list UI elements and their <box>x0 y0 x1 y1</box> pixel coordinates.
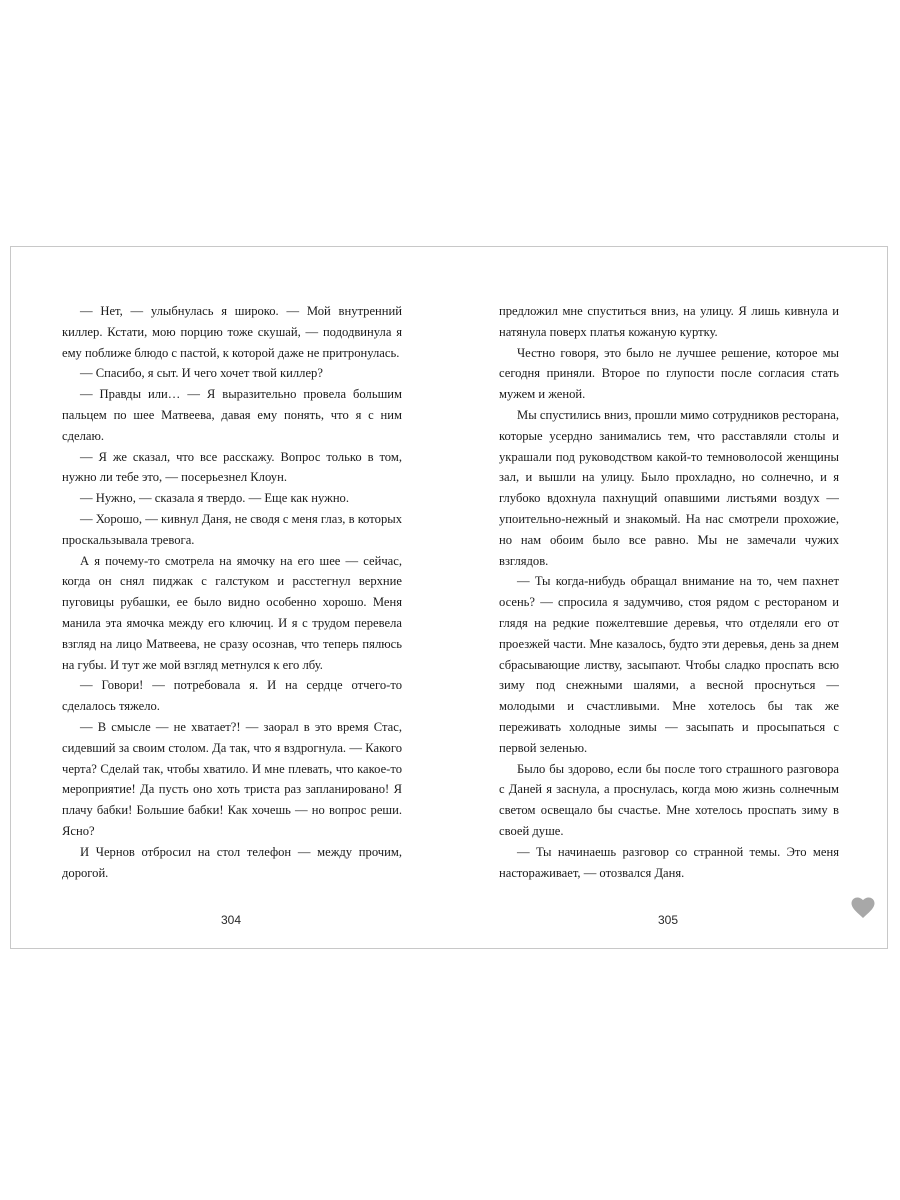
paragraph <box>499 883 839 885</box>
paragraph: Мы спустились вниз, прошли мимо сотрудников ресторана, которые усердно занимались тем, что расставляли столы и украшали под руководством какой-то темноволосой женщины зал, и вышли на улицу. Было прохладно, но солнечно, и я глубоко вдохнула пахнущий опавшими листьями воздух — упоительно-нежный и знакомый. На нас смотрели прохожие, но нам обоим было все равно. Мы не замечали чужих взглядов. <box>499 407 839 568</box>
paragraph: Было бы здорово, если бы после того страшного разговора с Даней я заснула, а проснулась, когда мою жизнь солнечным светом освещало бы счастье. Мне хотелось проспать зиму в своей душе. <box>499 761 839 838</box>
paragraph: — Говори! — потребовала я. И на сердце отчего-то сделалось тяжело. <box>62 678 402 714</box>
page-number-left: 304 <box>221 913 242 927</box>
paragraph: — Правды или… — Я выразительно провела большим пальцем по шее Матвеева, давая ему понять, что я с ним сделаю. <box>62 387 402 443</box>
paragraph: — Спасибо, я сыт. И чего хочет твой киллер? <box>80 366 323 381</box>
paragraph: — Ты когда-нибудь обращал внимание на то, чем пахнет осень? — спросила я задумчиво, стоя рядом с рестораном и глядя на редкие пожелтевшие деревья, что отделяли его от проезжей части. Мне казалось, будто эти деревья, день за днем сбрасывающие листву, засыпают. Чтобы сладко проспать всю зиму под снежными шалями, а весной проснуться — молодыми и счастливыми. Мне хотелось бы так же переживать холодные зимы — засыпать и просыпаться с первой зеленью. <box>499 574 839 755</box>
paragraph: — Хорошо, — кивнул Даня, не сводя с меня глаз, в которых проскальзывала тревога. <box>62 511 402 547</box>
paragraph: Честно говоря, это было не лучшее решение, которое мы сегодня приняли. Второе по глупости после согласия стать мужем и женой. <box>499 345 839 402</box>
paragraph <box>62 883 402 885</box>
paragraph: И Чернов отбросил на стол телефон — между прочим, дорогой. <box>62 844 402 880</box>
heart-icon[interactable] <box>851 897 875 919</box>
paragraph: — Ты начинаешь разговор со странной темы. Это меня настораживает, — отозвался Даня. <box>499 844 839 880</box>
paragraph: — Я же сказал, что все расскажу. Вопрос только в том, нужно ли тебе это, — посерьезнел Клоун. <box>62 449 402 485</box>
heart-shape <box>852 898 875 919</box>
page-number-right: 305 <box>658 913 679 927</box>
right-page <box>499 301 839 885</box>
paragraph: А я почему-то смотрела на ямочку на его шее — сейчас, когда он снял пиджак с галстуком и расстегнул верхние пуговицы рубашки, ее было видно особенно хорошо. Меня манила эта ямочка между его ключиц. И я с трудом перевела взгляд на лицо Матвеева, не сразу осознав, что теперь пялюсь на губы. И тут же мой взгляд метнулся к его лбу. <box>62 553 402 672</box>
paragraph: — Нужно, — сказала я твердо. — Еще как нужно. <box>80 491 350 506</box>
left-page <box>62 301 402 885</box>
paragraph: — Нет, — улыбнулась я широко. — Мой внутренний киллер. Кстати, мою порцию тоже скушай, — пододвинула я ему поближе блюдо с пастой, к которой даже не притронулась. <box>62 304 402 360</box>
paragraph-continued: предложил мне спуститься вниз, на улицу. Я лишь кивнула и натянула поверх платья кожаную куртку. <box>499 304 839 339</box>
book-spread <box>10 246 888 949</box>
paragraph: — В смысле — не хватает?! — заорал в это время Стас, сидевший за своим столом. Да так, что я вздрогнула. — Какого черта? Сделай так, чтобы хватило. И мне плевать, что какое-то мероприятие! Да пусть оно хоть триста раз запланировано! Я плачу бабки! Большие бабки! Как хочешь — но вопрос реши. Ясно? <box>62 719 402 838</box>
